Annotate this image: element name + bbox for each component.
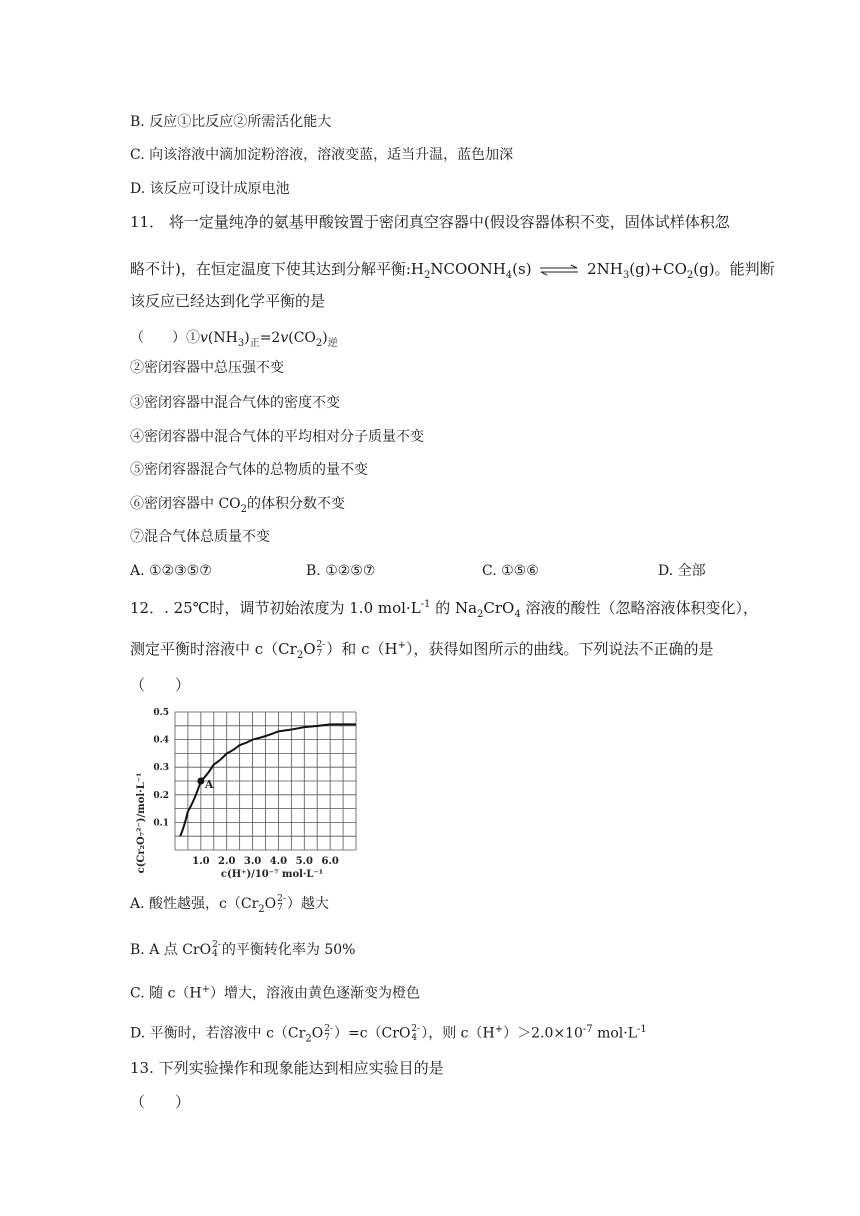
q11-option-a: A. ①②③⑤⑦ xyxy=(130,563,212,579)
q12-option-a: A. 酸性越强，$c(Cr_2O$ 2- 7 ）越大 xyxy=(130,894,329,915)
equilibrium-arrow-icon xyxy=(539,264,579,276)
y-tick-label: 0.1 xyxy=(153,818,169,829)
x-tick-label: 6.0 xyxy=(321,856,339,867)
q12-option-b: B. A 点 CrO 2- 4 的平衡转化率为 50% xyxy=(130,940,356,959)
q11-option-b: B. ①②⑤⑦ xyxy=(306,563,376,579)
q11-item-6: ⑥密闭容器中 $CO_2$的体积分数不变 xyxy=(130,496,346,515)
q13-stem-line2: （ ） xyxy=(130,1093,191,1111)
q12-option-c: C. 随 c（H+）增大，溶液由黄色逐渐变为橙色 xyxy=(130,984,421,1002)
q11-option-d: D. 全部 xyxy=(658,563,706,579)
q11-item-2: ②密闭容器中总压强不变 xyxy=(130,360,284,376)
q12-stem-line1: 12．. 25℃时，调节初始浓度为 1.0 $mol\cdot L^{-1}$ 的 $Na_2CrO_4$ 溶液的酸性（忽略溶液体积变化）， xyxy=(130,599,759,620)
q10-option-b: B. 反应①比反应②所需活化能大 xyxy=(130,114,332,130)
y-tick-label: 0.2 xyxy=(153,790,169,801)
y-tick-label: 0.5 xyxy=(153,708,169,718)
x-tick-label: 5.0 xyxy=(295,856,313,867)
q11-item-7: ⑦混合气体总质量不变 xyxy=(130,529,270,545)
q13-stem-line1: 13. 下列实验操作和现象能达到相应实验目的是 xyxy=(130,1059,444,1077)
q12-stem-line2: 测定平衡时溶液中 $c(Cr_2O$ 2- 7 ）和 c（H+），获得如图所示的曲线。下列说法不正确的是 xyxy=(130,640,714,661)
q11-stem-line2: 略不计)，在恒定温度下使其达到分解平衡$:H_2NCOONH_4(s)$ $2NH_3(g)+CO_2(g)$。能判断 xyxy=(130,260,775,281)
q12-stem-line3: （ ） xyxy=(130,676,191,694)
x-tick-label: 1.0 xyxy=(192,856,210,867)
point-a-marker xyxy=(197,778,204,785)
x-tick-label: 3.0 xyxy=(243,856,262,867)
q11-option-c: C. ①⑤⑥ xyxy=(482,563,539,579)
q10-option-d: D. 该反应可设计成原电池 xyxy=(130,181,290,197)
x-axis-label: c(H⁺)/10⁻⁷ mol·L⁻¹ xyxy=(220,869,324,880)
x-tick-label: 2.0 xyxy=(218,856,236,867)
y-tick-label: 0.3 xyxy=(153,763,169,774)
concentration-chart xyxy=(130,698,370,882)
point-a-label: A xyxy=(204,778,214,791)
y-tick-label: 0.4 xyxy=(153,735,169,746)
q11-stem-line3: 该反应已经达到化学平衡的是 xyxy=(130,292,326,310)
q11-item-1: （ ）$①v(NH_3)_正=2v(CO_2)_逆$ xyxy=(130,330,338,349)
q11-item-3: ③密闭容器中混合气体的密度不变 xyxy=(130,395,340,411)
q12-option-d: D. 平衡时，若溶液中 $c(Cr_2O$ 2- 7 ）=c（CrO 2- 4 ），则 $c(H^+)>2.0\times 10^{-7}$ $mol\cdot L^{-1}$ xyxy=(130,1023,647,1045)
q10-option-c: C. 向该溶液中滴加淀粉溶液，溶液变蓝，适当升温，蓝色加深 xyxy=(130,147,514,163)
q11-item-5: ⑤密闭容器混合气体的总物质的量不变 xyxy=(130,462,368,478)
x-tick-label: 4.0 xyxy=(269,856,288,867)
q11-item-4: ④密闭容器中混合气体的平均相对分子质量不变 xyxy=(130,429,424,445)
q11-stem-line1: 11． 将一定量纯净的氨基甲酸铵置于密闭真空容器中(假设容器体积不变，固体试样体积忽 xyxy=(130,213,730,231)
y-axis-label: c(Cr₂O₇²⁻)/mol·L⁻¹ xyxy=(136,772,147,874)
chart-ticks xyxy=(153,708,339,867)
